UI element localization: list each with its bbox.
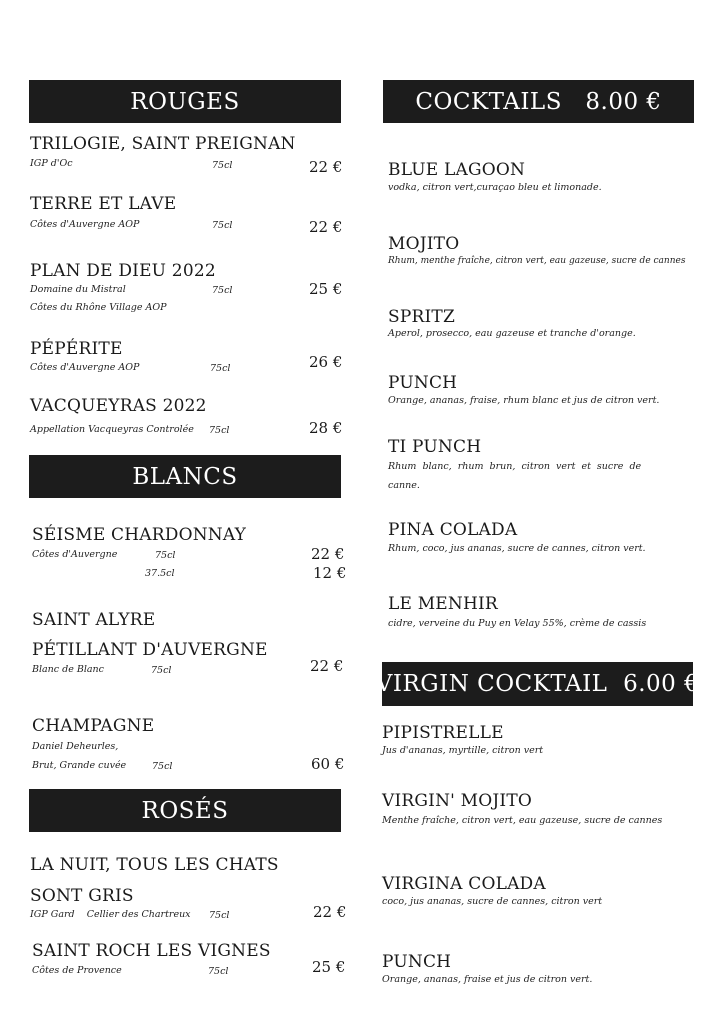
- section-header-cocktails: [383, 80, 694, 123]
- wine-name: VACQUEYRAS 2022: [30, 396, 207, 416]
- wine-size: 75cl: [151, 665, 172, 676]
- wine-size-half: 37.5cl: [145, 568, 175, 579]
- wine-size: 75cl: [212, 160, 233, 171]
- virgin-cocktail-description: Menthe fraîche, citron vert, eau gazeuse, sucre de cannes: [382, 815, 663, 826]
- section-header-rouges: [29, 80, 341, 123]
- section-title: ROSÉS: [141, 797, 229, 824]
- wine-size: 75cl: [155, 550, 176, 561]
- wine-size: 75cl: [210, 363, 231, 374]
- cocktail-description: Rhum blanc, rhum brun, citron vert et sucre de: [388, 461, 642, 472]
- wine-producer: Daniel Deheurles,: [32, 741, 119, 752]
- cocktail-name: PUNCH: [388, 373, 458, 393]
- wine-price: 25 €: [312, 958, 346, 976]
- virgin-cocktail-description: Orange, ananas, fraise et jus de citron vert.: [382, 974, 593, 985]
- cocktail-description: cidre, verveine du Puy en Velay 55%, crème de cassis: [388, 618, 647, 629]
- cocktail-name: BLUE LAGOON: [388, 160, 526, 180]
- wine-name: SAINT ROCH LES VIGNES: [32, 941, 271, 961]
- wine-appellation: Côtes d'Auvergne AOP: [30, 362, 140, 373]
- virgin-cocktail-name: PUNCH: [382, 952, 452, 972]
- cocktail-description: Rhum, coco, jus ananas, sucre de cannes, citron vert.: [388, 543, 646, 554]
- cocktail-description: Rhum, menthe fraîche, citron vert, eau gazeuse, sucre de cannes: [388, 256, 686, 266]
- wine-price: 22 €: [309, 218, 343, 236]
- wine-appellation: Côtes du Rhône Village AOP: [30, 302, 167, 313]
- section-header-virgin: [375, 662, 700, 706]
- wine-appellation: Blanc de Blanc: [32, 664, 104, 675]
- wine-appellation: IGP d'Oc: [30, 158, 73, 169]
- wine-price: 60 €: [311, 755, 345, 773]
- wine-appellation: Côtes de Provence: [32, 965, 122, 976]
- wine-name: LA NUIT, TOUS LES CHATS: [30, 855, 279, 875]
- wine-price: 28 €: [309, 419, 343, 437]
- wine-appellation: IGP Gard Cellier des Chartreux: [30, 909, 191, 920]
- wine-name: PÉPÉRITE: [30, 339, 123, 359]
- cocktail-name: LE MENHIR: [388, 594, 498, 614]
- section-header-roses: [29, 789, 341, 832]
- wine-name: SAINT ALYRE: [32, 610, 156, 630]
- cocktail-description: vodka, citron vert,curaçao bleu et limonade.: [388, 182, 602, 193]
- wine-appellation: Côtes d'Auvergne: [32, 549, 118, 560]
- virgin-cocktail-description: Jus d'ananas, myrtille, citron vert: [382, 745, 544, 756]
- wine-size: 75cl: [212, 285, 233, 296]
- wine-producer: Domaine du Mistral: [30, 284, 126, 295]
- wine-price: 22 €: [309, 158, 343, 176]
- wine-name: CHAMPAGNE: [32, 716, 155, 736]
- wine-price-half: 12 €: [313, 564, 347, 582]
- wine-price: 22 €: [313, 903, 347, 921]
- wine-price: 25 €: [309, 280, 343, 298]
- section-title: BLANCS: [132, 463, 238, 490]
- cocktail-name: PINA COLADA: [388, 520, 518, 540]
- wine-size: 75cl: [152, 761, 173, 772]
- cocktail-name: SPRITZ: [388, 307, 455, 327]
- wine-price: 26 €: [309, 353, 343, 371]
- wine-size: 75cl: [209, 425, 230, 436]
- cocktail-name: TI PUNCH: [388, 437, 482, 457]
- wine-name-line2: PÉTILLANT D'AUVERGNE: [32, 640, 268, 660]
- section-header-blancs: [29, 455, 341, 498]
- wine-name-line2: SONT GRIS: [30, 886, 134, 906]
- cocktail-description: Aperol, prosecco, eau gazeuse et tranche d'orange.: [388, 328, 636, 339]
- section-title: VIRGIN COCKTAIL 6.00 €: [375, 671, 700, 697]
- wine-size: 75cl: [208, 966, 229, 977]
- virgin-cocktail-name: PIPISTRELLE: [382, 723, 504, 743]
- wine-name: TRILOGIE, SAINT PREIGNAN: [30, 134, 296, 154]
- section-title: ROUGES: [130, 88, 240, 115]
- wine-size: 75cl: [209, 910, 230, 921]
- wine-appellation: Côtes d'Auvergne AOP: [30, 219, 140, 230]
- cocktail-description-line2: canne.: [388, 480, 420, 491]
- wine-name: TERRE ET LAVE: [30, 194, 177, 214]
- wine-price: 22 €: [311, 545, 345, 563]
- wine-appellation: Brut, Grande cuvée: [32, 760, 127, 771]
- virgin-cocktail-name: VIRGINA COLADA: [382, 874, 546, 894]
- wine-name: PLAN DE DIEU 2022: [30, 261, 216, 281]
- wine-size: 75cl: [212, 220, 233, 231]
- virgin-cocktail-description: coco, jus ananas, sucre de cannes, citron vert: [382, 896, 603, 907]
- cocktail-description: Orange, ananas, fraise, rhum blanc et jus de citron vert.: [388, 395, 660, 406]
- wine-name: SÉISME CHARDONNAY: [32, 525, 247, 545]
- wine-price: 22 €: [310, 657, 344, 675]
- wine-appellation: Appellation Vacqueyras Controlée: [30, 424, 194, 435]
- section-title: COCKTAILS 8.00 €: [415, 88, 662, 115]
- virgin-cocktail-name: VIRGIN' MOJITO: [382, 791, 532, 811]
- cocktail-name: MOJITO: [388, 234, 460, 254]
